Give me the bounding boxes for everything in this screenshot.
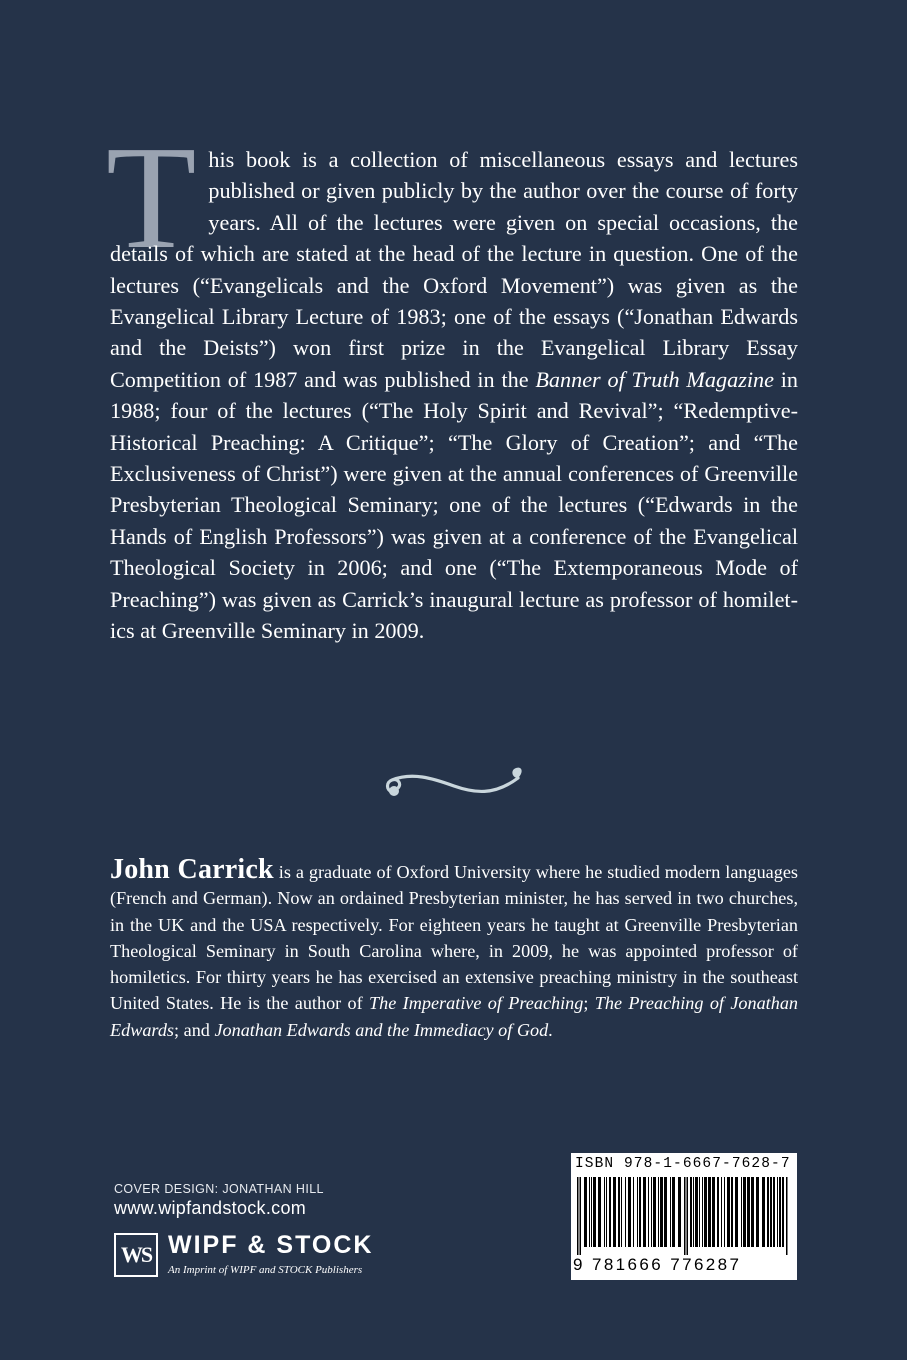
book-title-3: Jonathan Edwards and the Immediacy of God bbox=[214, 1019, 549, 1040]
barcode-bar bbox=[684, 1177, 686, 1255]
barcode-bar bbox=[770, 1177, 772, 1247]
barcode-bar bbox=[633, 1177, 634, 1247]
barcode-bar bbox=[591, 1177, 592, 1247]
bio-separator-2: ; and bbox=[174, 1019, 215, 1040]
barcode-bar bbox=[618, 1177, 620, 1247]
barcode-bar bbox=[643, 1177, 646, 1247]
barcode-bar bbox=[672, 1177, 675, 1247]
barcode-bar bbox=[695, 1177, 698, 1247]
barcode-bar bbox=[653, 1177, 656, 1247]
barcode-bar bbox=[678, 1177, 681, 1247]
barcode-bar bbox=[751, 1177, 754, 1247]
barcode-bar bbox=[702, 1177, 703, 1247]
barcode-bar bbox=[721, 1177, 722, 1247]
barcode-bar bbox=[786, 1177, 788, 1255]
barcode-bar bbox=[687, 1177, 689, 1255]
barcode-bar bbox=[625, 1177, 626, 1247]
barcode-bar bbox=[762, 1177, 765, 1247]
barcode-digits: 9 781666 776287 bbox=[573, 1255, 742, 1274]
barcode-bar bbox=[690, 1177, 692, 1247]
barcode-bar bbox=[724, 1177, 725, 1247]
barcode-bar bbox=[609, 1177, 611, 1247]
barcode-bar bbox=[580, 1177, 582, 1255]
barcode-bar bbox=[735, 1177, 738, 1247]
magazine-title: Banner of Truth Magazine bbox=[535, 366, 774, 392]
drop-cap: T bbox=[106, 116, 197, 280]
bio-separator-1: ; bbox=[583, 993, 595, 1014]
barcode-bar bbox=[708, 1177, 711, 1247]
author-bio bbox=[110, 854, 799, 1043]
publisher-logo bbox=[114, 1231, 424, 1281]
description-text-2: in 1988; four of the lectures (“The Holy Spirit and Revival”; “Redemptive-Historical Preaching: A Critique”; “The Glory of Creation”; and “The Exclusiveness of Christ”) were given at the annual conferences of Greenville Presbyterian Theological Seminary; one of the lectures (“Edwards in the Hands of English Professors”) was given at a conference of the Evangelical Theological Society in 2006; and one (“The Extemporaneous Mode of Preaching”) was given as Carrick’s inaugural lecture as professor of homiletics at Greenville Seminary in 2009. bbox=[110, 366, 798, 644]
author-name: John Carrick bbox=[110, 854, 274, 885]
barcode-bar bbox=[712, 1177, 715, 1247]
barcode-bar bbox=[699, 1177, 700, 1247]
book-title-2: The Preaching of Jonathan Edwards bbox=[110, 993, 799, 1040]
bio-text: is a graduate of Oxford University where he studied modern languages (French and German). Now an ordained Presbyterian minister, he has served in two churches, in the UK and the USA respectively. For eighteen years he taught at Greenville Presbyterian Theological Seminary in South Carolina where, in 2009, he was appointed professor of homiletics. For thirty years he has exercised an extensive preaching ministry in the southeast United States. He is the author of bbox=[110, 862, 798, 1014]
isbn-barcode bbox=[571, 1153, 797, 1280]
book-description bbox=[106, 116, 798, 647]
publisher-website-link[interactable]: www.wipfandstock.com bbox=[114, 1198, 307, 1218]
barcode-bar bbox=[651, 1177, 652, 1247]
barcode-bar bbox=[589, 1177, 590, 1247]
barcode-bar bbox=[777, 1177, 778, 1247]
barcode-bar bbox=[727, 1177, 730, 1247]
barcode-bar bbox=[670, 1177, 671, 1247]
barcode-bar bbox=[756, 1177, 759, 1247]
barcode-bar bbox=[658, 1177, 659, 1247]
publisher-tagline: An Imprint of WIPF and STOCK Publishers bbox=[168, 1264, 363, 1276]
barcode-bar bbox=[604, 1177, 605, 1247]
isbn-label: ISBN 978-1-6667-7628-7 bbox=[575, 1156, 791, 1172]
barcode-bar bbox=[598, 1177, 601, 1247]
barcode-bar bbox=[613, 1177, 616, 1247]
description-text-1: his book is a collection of miscellaneous essays and lectures published or given publicly by the author over the course of forty years. All of the lectures were given on special occasions, the details of which are stated at the head of the lecture in question. One of the lectures (“Evangelicals and the Oxford Movement”) was given as the Evangelical Library Lecture of 1983; one of the essays (“Jonathan Edwards and the Deists”) won first prize in the Evangelical Library Essay Competition of 1987 and was published in the bbox=[110, 147, 798, 392]
barcode-bars-icon bbox=[577, 1177, 791, 1255]
barcode-bar bbox=[606, 1177, 607, 1247]
barcode-bar bbox=[648, 1177, 649, 1247]
barcode-bar bbox=[593, 1177, 596, 1247]
book-title-1: The Imperative of Preaching bbox=[369, 993, 584, 1014]
barcode-bar bbox=[767, 1177, 769, 1247]
barcode-bar bbox=[660, 1177, 663, 1247]
barcode-bar bbox=[779, 1177, 781, 1247]
barcode-bar bbox=[704, 1177, 707, 1247]
bio-end: . bbox=[548, 1019, 553, 1040]
barcode-bar bbox=[637, 1177, 638, 1247]
barcode-bar bbox=[628, 1177, 631, 1247]
barcode-bar bbox=[741, 1177, 742, 1247]
barcode-bar bbox=[747, 1177, 750, 1247]
barcode-bar bbox=[731, 1177, 733, 1247]
publisher-name: WIPF & STOCK bbox=[168, 1231, 374, 1259]
barcode-bar bbox=[717, 1177, 719, 1247]
barcode-bar bbox=[782, 1177, 784, 1247]
barcode-bar bbox=[584, 1177, 587, 1247]
barcode-bar bbox=[664, 1177, 667, 1247]
swash-ornament-icon bbox=[382, 760, 528, 804]
cover-design-credit: COVER DESIGN: JONATHAN HILL bbox=[114, 1182, 324, 1196]
barcode-bar bbox=[743, 1177, 746, 1247]
ws-logo-icon: WS bbox=[114, 1233, 158, 1277]
barcode-bar bbox=[621, 1177, 622, 1247]
barcode-bar bbox=[773, 1177, 775, 1247]
barcode-bar bbox=[577, 1177, 579, 1255]
barcode-bar bbox=[693, 1177, 694, 1247]
barcode-bar bbox=[639, 1177, 641, 1247]
